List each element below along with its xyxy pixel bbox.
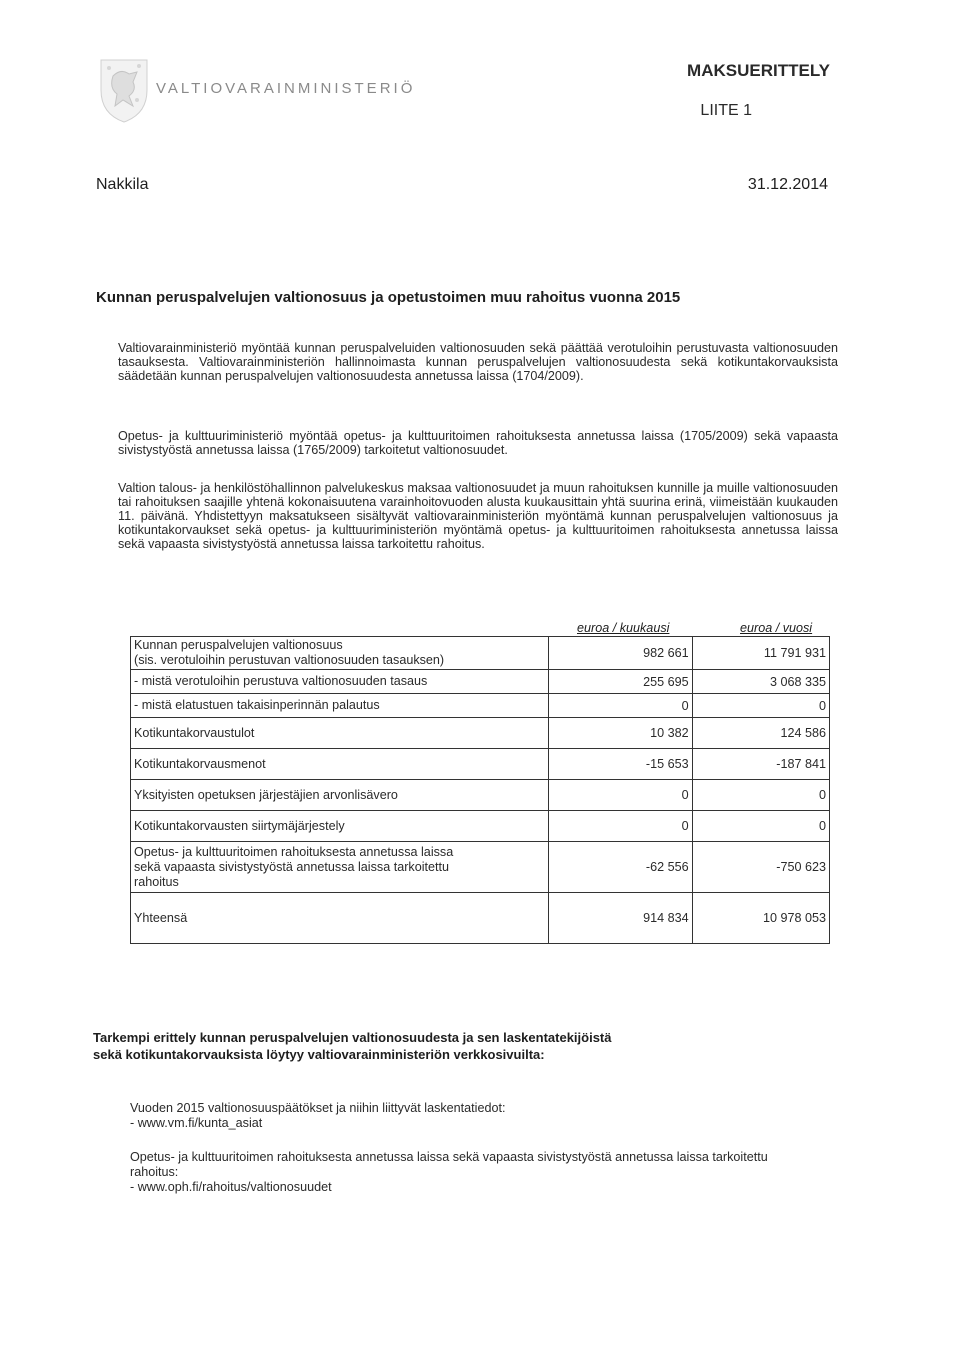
value-year: 11 791 931 <box>692 637 829 670</box>
paragraph-ministry-of-finance: Valtiovarainministeriö myöntää kunnan peruspalveluiden valtionosuuden sekä päättää verotuloihin perustuvasta valtionosuuden tasauksesta. Valtiovarainministeriön hallinnoimasta kunnan peruspalvelujen valtionosuudesta sekä kotikuntakorvauksista säädetään kunnan peruspalvelujen valtionosuudesta annetussa laissa (1704/2009). <box>118 341 838 383</box>
row-label <box>131 842 549 893</box>
row-label-line: Kunnan peruspalvelujen valtionosuus <box>134 638 343 652</box>
row-label-line: sekä vapaasta sivistystyöstä annetussa laissa tarkoitettu <box>134 859 450 874</box>
document-date: 31.12.2014 <box>747 176 828 193</box>
value-month: 255 695 <box>549 670 692 694</box>
source-oph <box>130 1150 810 1195</box>
paragraph-ministry-of-education: Opetus- ja kulttuuriministeriö myöntää opetus- ja kulttuuritoimen rahoituksesta annetussa laissa (1705/2009) sekä vapaasta sivistystyöstä annetussa laissa (1765/2009) tarkoitetut valtionosuudet. <box>118 429 838 457</box>
row-label-line: Opetus- ja kulttuuritoimen rahoituksesta annetussa laissa <box>134 844 454 859</box>
value-year: 0 <box>692 811 829 842</box>
more-info-line: sekä kotikuntakorvauksista löytyy valtiovarainministeriön verkkosivuilta: <box>93 1047 545 1062</box>
value-year: 124 586 <box>692 718 829 749</box>
row-label <box>131 637 549 670</box>
table-row <box>131 811 830 842</box>
place: Nakkila <box>96 176 149 193</box>
value-year: 0 <box>692 694 829 718</box>
table-row <box>131 780 830 811</box>
value-month: 0 <box>549 694 692 718</box>
table-row <box>131 694 830 718</box>
value-month: 982 661 <box>549 637 692 670</box>
source-vm <box>130 1101 810 1131</box>
value-year: 10 978 053 <box>692 893 829 944</box>
more-info-line: Tarkempi erittely kunnan peruspalvelujen valtionosuudesta ja sen laskentatekijöistä <box>93 1030 612 1045</box>
value-year: 3 068 335 <box>692 670 829 694</box>
table-row <box>131 718 830 749</box>
row-label-line: (sis. verotuloihin perustuvan valtionosuuden tasauksen) <box>134 653 445 667</box>
table-row <box>131 842 830 893</box>
row-label: Yksityisten opetuksen järjestäjien arvonlisävero <box>131 780 549 811</box>
value-month: 914 834 <box>549 893 692 944</box>
value-month: 0 <box>549 780 692 811</box>
table-row <box>131 637 830 670</box>
link-vm-kunta-asiat[interactable]: - www.vm.fi/kunta_asiat <box>130 1116 263 1130</box>
row-label: Kotikuntakorvausmenot <box>131 749 549 780</box>
table-row <box>131 749 830 780</box>
value-year: -750 623 <box>692 842 829 893</box>
ministry-name: VALTIOVARAINMINISTERIÖ <box>156 80 416 97</box>
link-oph-valtionosuudet[interactable]: - www.oph.fi/rahoitus/valtionosuudet <box>130 1180 332 1194</box>
document-type: MAKSUERITTELY <box>687 61 830 80</box>
value-month: -15 653 <box>549 749 692 780</box>
value-month: 10 382 <box>549 718 692 749</box>
payment-table <box>130 636 830 944</box>
column-header-month: euroa / kuukausi <box>577 621 670 635</box>
more-info-heading <box>93 1029 612 1063</box>
row-label: - mistä elatustuen takaisinperinnän palautus <box>131 694 549 718</box>
coat-of-arms-icon <box>93 54 155 126</box>
paragraph-payment-service: Valtion talous- ja henkilöstöhallinnon palvelukeskus maksaa valtionosuudet ja muun rahoituksen kunnille ja muille valtionosuuden tai rahoituksen saajille yhtenä kokonaisuutena varainhoitovuoden alusta kuukausittain yhtä suurina erinä, viimeistään kuukauden 11. päivänä. Yhdistettyyn maksatukseen sisältyvät valtiovarainministeriön myöntämä kunnan peruspalvelujen valtionosuus ja kotikuntakorvaukset sekä opetus- ja kulttuuriministeriön myöntämä opetus- ja kulttuuritoimen rahoituksesta annetussa laissa sekä vapaasta sivistystyöstä annetussa laissa tarkoitettu rahoitus. <box>118 481 838 551</box>
value-month: -62 556 <box>549 842 692 893</box>
source-text: Opetus- ja kulttuuritoimen rahoituksesta annetussa laissa sekä vapaasta sivistystyöstä annetussa laissa tarkoitettu rahoitus: <box>130 1150 768 1179</box>
page-title: Kunnan peruspalvelujen valtionosuus ja opetustoimen muu rahoitus vuonna 2015 <box>96 289 681 306</box>
row-label-line: rahoitus <box>134 874 179 889</box>
table-row-total <box>131 893 830 944</box>
row-label: - mistä verotuloihin perustuva valtionosuuden tasaus <box>131 670 549 694</box>
row-label: Kotikuntakorvaustulot <box>131 718 549 749</box>
row-label: Yhteensä <box>131 893 549 944</box>
row-label: Kotikuntakorvausten siirtymäjärjestely <box>131 811 549 842</box>
appendix-label: LIITE 1 <box>700 102 752 119</box>
source-text: Vuoden 2015 valtionosuuspäätökset ja niihin liittyvät laskentatiedot: <box>130 1101 506 1115</box>
value-month: 0 <box>549 811 692 842</box>
value-year: -187 841 <box>692 749 829 780</box>
column-header-year: euroa / vuosi <box>740 621 813 635</box>
value-year: 0 <box>692 780 829 811</box>
table-row <box>131 670 830 694</box>
